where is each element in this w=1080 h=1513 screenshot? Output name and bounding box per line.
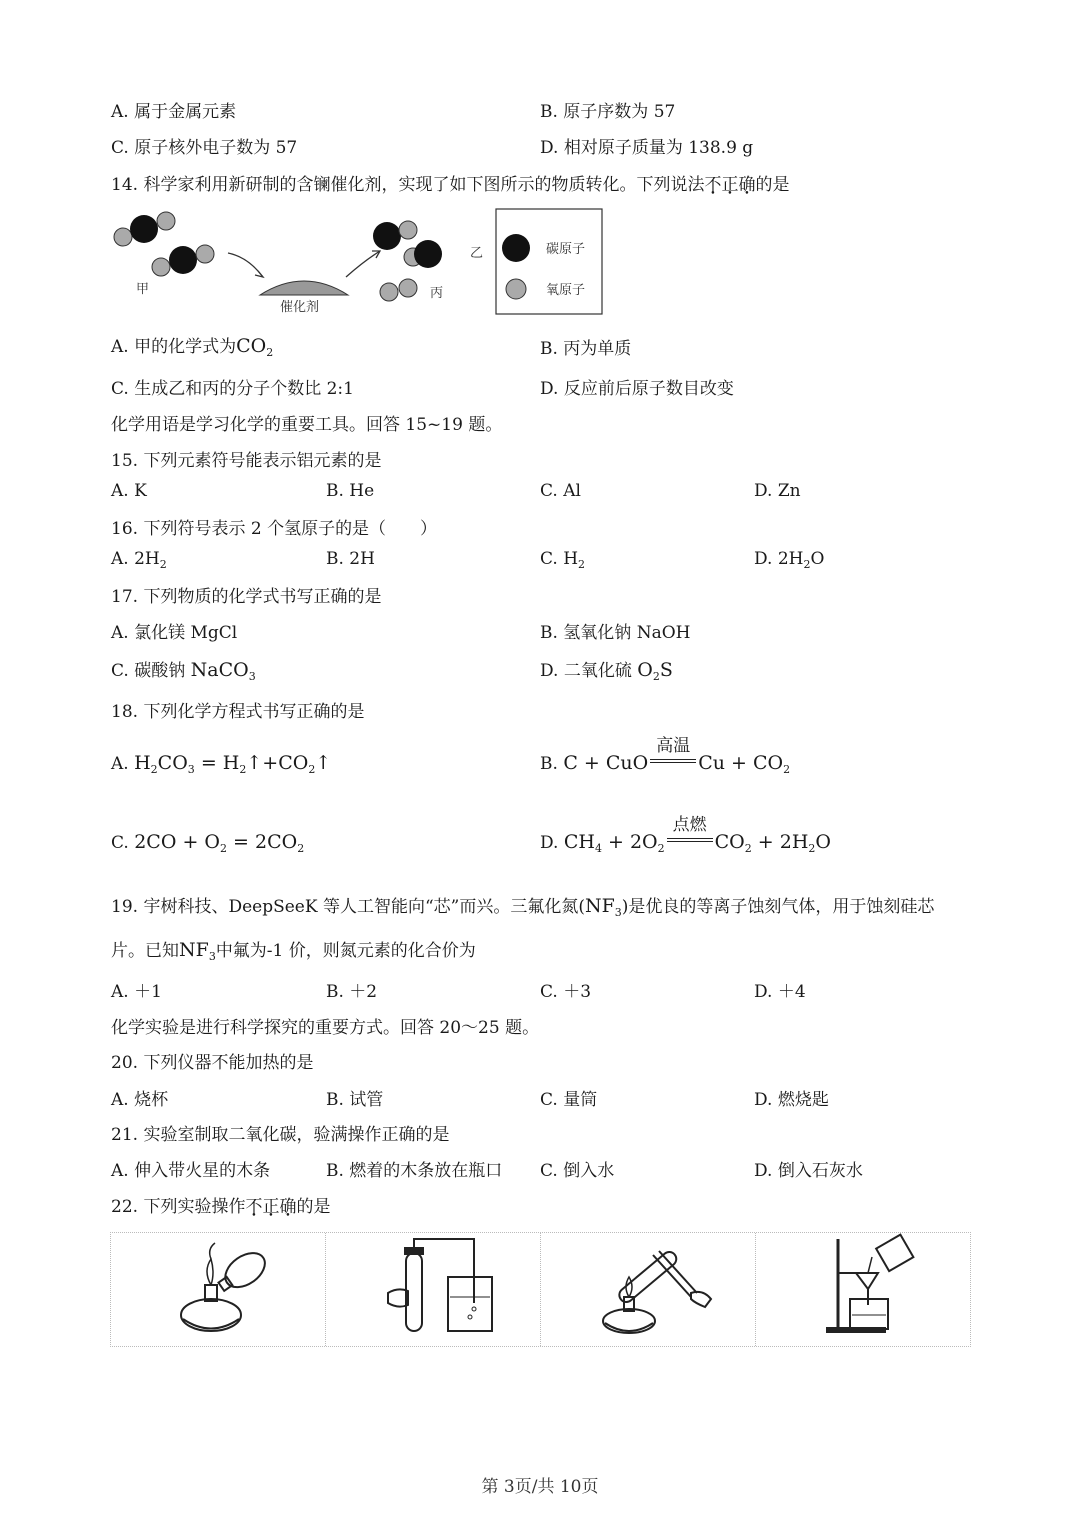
q15-stem: 15. 下列元素符号能表示铝元素的是 [111,451,382,471]
q14-option-d: D. 反应前后原子数目改变 [540,379,734,399]
figure-heating-tube [541,1233,755,1346]
q13-option-a: A. 属于金属元素 [111,102,237,122]
figure-lighting-lamp [111,1233,325,1346]
q17-option-b: B. 氢氧化钠 NaOH [540,623,691,643]
q16-option-d: D. $2H_2O$ [754,549,825,571]
q20-option-d: D. 燃烧匙 [754,1090,829,1110]
q18-option-b: B. C + CuO 高温 $Cu + CO_2$ [540,752,790,776]
figure-airtightness [326,1233,540,1346]
q19-option-c: C. ＋3 [540,982,592,1002]
q14-option-a: A. 甲的化学式为$CO_2$ [111,335,274,359]
molecule-jia [114,212,214,276]
page-footer: 第 3页/共 10页 [481,1477,599,1497]
reaction-diagram [108,205,608,320]
q17-option-a: A. 氯化镁 MgCl [111,623,238,643]
q19-option-a: A. ＋1 [111,982,162,1002]
q15-option-d: D. Zn [754,481,801,501]
label-jia: 甲 [136,282,150,297]
q16-option-a: A. $2H_2$ [111,549,167,571]
emphasis-char: 不 [704,175,722,195]
q17-option-d: D. 二氧化硫 $O_2S$ [540,659,673,683]
emphasis-char: 确 [738,175,756,195]
q13-option-b: B. 原子序数为 57 [540,102,676,122]
oxygen-atom-icon [506,279,526,299]
emphasis-char: 不 [245,1197,263,1217]
intro-20-25: 化学实验是进行科学探究的重要方式。回答 20～25 题。 [111,1018,540,1038]
q17-option-c: C. 碳酸钠 NaCO$_3$ [111,659,256,683]
q22-stem: 22. 下列实验操作不正确的是 [111,1197,331,1217]
q20-option-c: C. 量筒 [540,1090,598,1110]
q14-stem: 14. 科学家利用新研制的含镧催化剂，实现了如下图所示的物质转化。下列说法不正确的是 [111,175,790,195]
q18-option-c: C. $2CO + O_2 = 2CO_2$ [111,831,305,855]
molecule-yi [373,221,442,268]
label-yi: 乙 [470,246,484,261]
q22-figure-panel [110,1232,971,1347]
q15-option-a: A. K [111,481,147,501]
q19-option-d: D. ＋4 [754,982,806,1002]
molecule-bing [380,279,417,301]
q14-option-b: B. 丙为单质 [540,339,632,359]
q17-stem: 17. 下列物质的化学式书写正确的是 [111,587,382,607]
q13-option-c: C. 原子核外电子数为 57 [111,138,298,158]
legend-carbon: 碳原子 [546,242,586,257]
q14-option-c: C. 生成乙和丙的分子个数比 2:1 [111,379,354,399]
arrow-in [228,253,263,277]
condition-gaowen: 高温 [656,736,691,756]
q21-stem: 21. 实验室制取二氧化碳，验满操作正确的是 [111,1125,450,1145]
q16-option-c: C. $H_2$ [540,549,586,571]
emphasis-char: 确 [279,1197,297,1217]
arrow-out [346,251,380,277]
q20-option-a: A. 烧杯 [111,1090,169,1110]
q20-option-b: B. 试管 [326,1090,384,1110]
carbon-atom-icon [502,234,530,262]
label-bing: 丙 [430,286,444,301]
q21-option-b: B. 燃着的木条放在瓶口 [326,1161,503,1181]
q18-option-d: D. $CH_4 + 2O_2$ 点燃 $CO_2 + 2H_2O$ [540,831,831,855]
figure-filtration [756,1233,970,1346]
q15-option-b: B. He [326,481,375,501]
q18-stem: 18. 下列化学方程式书写正确的是 [111,702,365,722]
legend-oxygen: 氧原子 [546,283,586,298]
q19-stem-line1: 19. 宇树科技、DeepSeeK 等人工智能向“芯”而兴。三氟化氮$(NF_3)$是优良的等离子蚀刻气体，用于蚀刻硅芯 [111,895,935,919]
q21-option-c: C. 倒入水 [540,1161,615,1181]
emphasis-char: 正 [721,175,739,195]
condition-dianran: 点燃 [672,815,707,835]
q19-option-b: B. ＋2 [326,982,378,1002]
q16-option-b: B. 2H [326,549,375,569]
catalyst-shape [260,281,348,295]
q21-option-d: D. 倒入石灰水 [754,1161,863,1181]
q15-option-c: C. Al [540,481,581,501]
intro-15-19: 化学用语是学习化学的重要工具。回答 15~19 题。 [111,415,503,435]
q13-option-d: D. 相对原子质量为 138.9 g [540,138,754,158]
label-catalyst: 催化剂 [280,300,320,315]
q20-stem: 20. 下列仪器不能加热的是 [111,1053,314,1073]
q16-stem: 16. 下列符号表示 2 个氢原子的是（ ） [111,519,438,539]
q18-option-a: A. $H_2CO_3$ = $H_2↑+CO_2↑$ [111,752,332,776]
q19-stem-line2: 片。已知$NF_3$中氟为-1 价，则氮元素的化合价为 [111,939,476,963]
q21-option-a: A. 伸入带火星的木条 [111,1161,271,1181]
emphasis-char: 正 [262,1197,280,1217]
